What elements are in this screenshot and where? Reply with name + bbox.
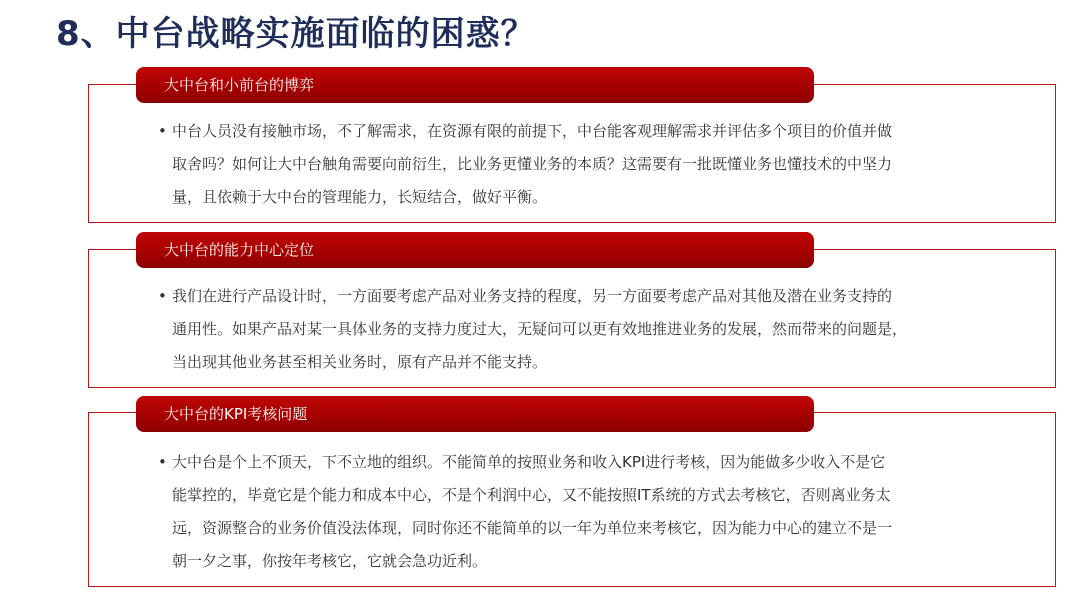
body-line: 当出现其他业务甚至相关业务时，原有产品并不能支持。 (172, 353, 548, 371)
section-body-2 (160, 280, 1010, 379)
section-body-1 (160, 115, 1010, 214)
bullet-icon: • (158, 287, 167, 305)
body-line: 我们在进行产品设计时，一方面要考虑产品对业务支持的程度，另一方面要考虑产品对其他及潜在业务支持的 (172, 287, 893, 305)
body-line: 中台人员没有接触市场，不了解需求，在资源有限的前提下，中台能客观理解需求并评估多个项目的价值并做 (172, 122, 893, 140)
section-header-3: 大中台的KPI考核问题 (136, 396, 814, 432)
body-line: 远，资源整合的业务价值没法体现，同时你还不能简单的以一年为单位来考核它，因为能力中心的建立不是一 (172, 519, 893, 537)
bullet-icon: • (158, 453, 167, 471)
body-line: 能掌控的，毕竟它是个能力和成本中心，不是个利润中心，又不能按照IT系统的方式去考核它，否则离业务太 (172, 486, 891, 504)
body-line: 取舍吗？如何让大中台触角需要向前衍生，比业务更懂业务的本质？这需要有一批既懂业务也懂技术的中坚力 (172, 155, 893, 173)
section-body-3 (160, 446, 1010, 578)
body-line: 通用性。如果产品对某一具体业务的支持力度过大，无疑问可以更有效地推进业务的发展，然而带来的问题是， (172, 320, 908, 338)
body-line: 量，且依赖于大中台的管理能力，长短结合，做好平衡。 (172, 188, 548, 206)
section-header-2: 大中台的能力中心定位 (136, 232, 814, 268)
page-title: 8、中台战略实施面临的困惑？ (56, 14, 536, 54)
body-line: 大中台是个上不顶天，下不立地的组织。不能简单的按照业务和收入KPI进行考核，因为能做多少收入不是它 (172, 453, 886, 471)
bullet-icon: • (158, 122, 167, 140)
body-line: 朝一夕之事，你按年考核它，它就会急功近利。 (172, 552, 488, 570)
section-header-1: 大中台和小前台的博弈 (136, 67, 814, 103)
